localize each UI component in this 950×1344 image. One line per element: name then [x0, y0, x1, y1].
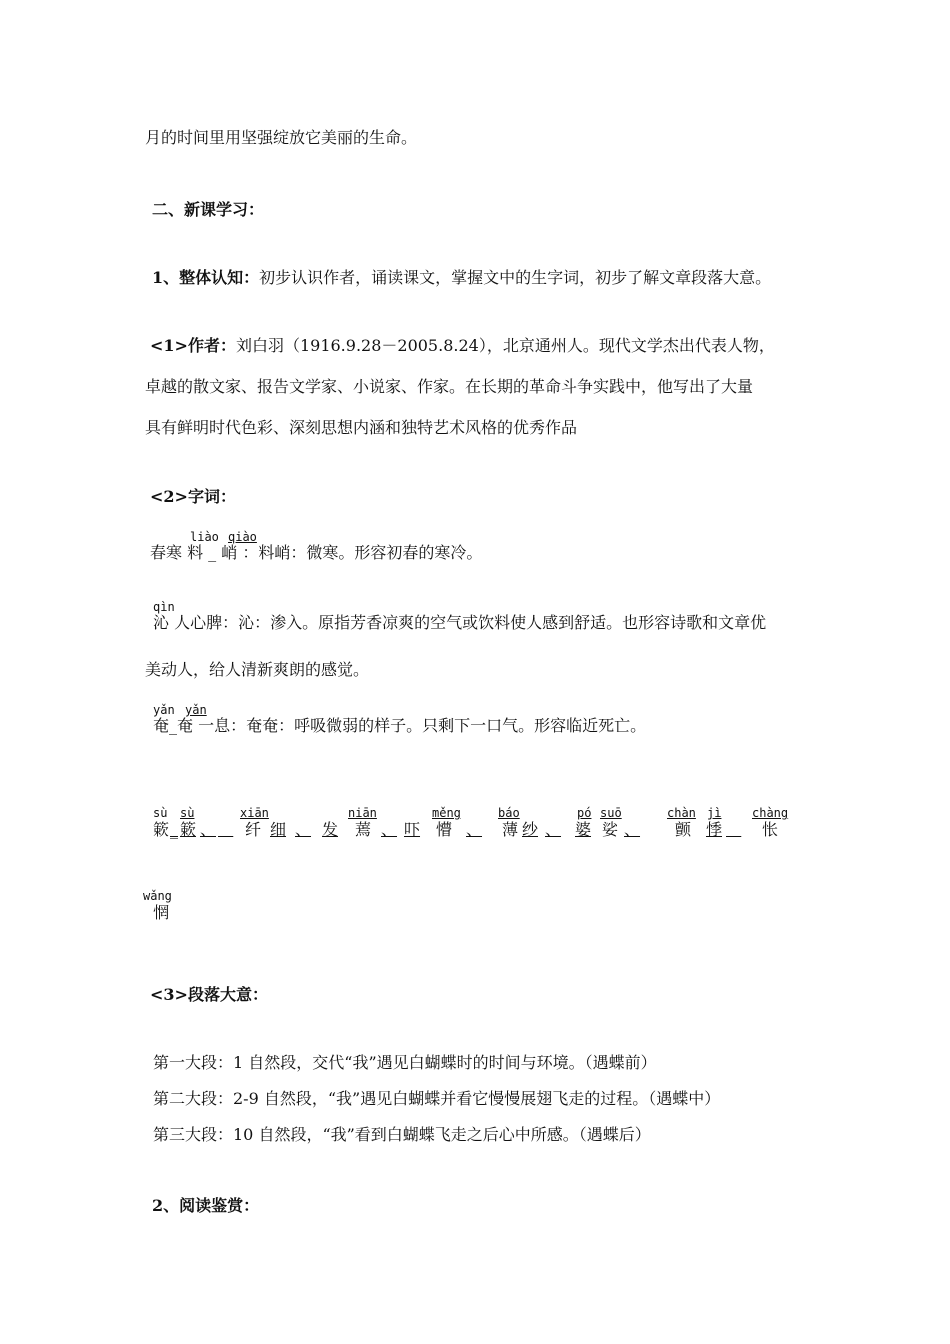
- word2-line-2: 美动人，给人清新爽朗的感觉。: [145, 660, 370, 679]
- vocab-blank: [218, 820, 233, 840]
- part1-overall-cognition: [152, 268, 771, 288]
- pinyin-xian: xiān: [240, 806, 269, 820]
- author-line-3: 具有鲜明时代色彩、深刻思想内涵和独特艺术风格的优秀作品: [145, 418, 578, 437]
- pinyin-su-2: sù: [180, 806, 195, 820]
- section-heading-new-lesson: 二、新课学习：: [152, 200, 265, 219]
- word3-term: 奄_奄 一息：: [153, 716, 247, 735]
- pinyin-liao: liào: [190, 530, 219, 544]
- vocab-char-chan: 颤: [675, 820, 692, 839]
- vocab-sep-5: 、: [545, 820, 562, 839]
- part2-heading: 2、阅读鉴赏：: [152, 1196, 260, 1215]
- pinyin-qiao: qiào: [228, 530, 257, 544]
- vocab-sep-4: 、: [466, 820, 483, 839]
- vocab-char-sha: 纱: [522, 820, 539, 839]
- pinyin-ji: jì: [707, 806, 722, 820]
- vocab-sep-6: 、: [624, 820, 641, 839]
- vocab-char-meng: 懵: [436, 820, 453, 839]
- word3-definition: 奄奄：呼吸微弱的样子。只剩下一口气。形容临近死亡。: [246, 716, 647, 735]
- vocab-sep-1: 、: [200, 820, 217, 839]
- pinyin-meng: měng: [432, 806, 461, 820]
- author-text-1: 刘白羽（1916.9.28－2005.8.24），北京通州人。现代文学杰出代表人物，: [235, 336, 775, 355]
- author-line-2: 卓越的散文家、报告文学家、小说家、作家。在长期的革命斗争实践中，他写出了大量: [145, 377, 754, 396]
- pinyin-chan: chàn: [667, 806, 696, 820]
- paragraph-summary-1: 第一大段：1 自然段，交代“我”遇见白蝴蝶时的时间与环境。（遇蝶前）: [153, 1053, 657, 1072]
- author-label: <1>作者：: [150, 336, 236, 355]
- vocab-char-suo: 娑: [602, 820, 619, 839]
- vocab-char-fa: 发: [322, 820, 339, 839]
- vocab-blank: [726, 820, 741, 840]
- vocab-char-su-2: 簌: [180, 820, 197, 839]
- vocab-char-chang: 怅: [762, 820, 779, 839]
- pinyin-bao: báo: [498, 806, 520, 820]
- author-line-1: [150, 336, 775, 356]
- pinyin-suo: suō: [600, 806, 622, 820]
- vocab-sep-3: 、: [381, 820, 398, 839]
- words-heading: <2>字词：: [150, 487, 236, 506]
- word1-line: [150, 543, 482, 563]
- word1-term: 春寒 料 _ 峭 ：: [150, 543, 259, 562]
- vocab-char-su-1: 簌: [153, 820, 170, 839]
- pinyin-yan-2: yǎn: [185, 703, 207, 717]
- vocab-char-bao: 薄: [502, 820, 519, 839]
- pinyin-nian: niān: [348, 806, 377, 820]
- word3-line: [153, 716, 646, 736]
- paragraph-summary-2: 第二大段：2-9 自然段，“我”遇见白蝴蝶并看它慢慢展翅飞走的过程。（遇蝶中）: [153, 1089, 721, 1108]
- vocab-char-xi: 细: [270, 820, 287, 839]
- part1-label: 1、整体认知：: [152, 268, 260, 287]
- vocab-char-po: 婆: [575, 820, 592, 839]
- pinyin-yan-1: yǎn: [153, 703, 175, 717]
- vocab-char-xian: 纤: [245, 820, 262, 839]
- vocab-char-wang: 惘: [153, 903, 170, 922]
- intro-tail-text: 月的时间里用坚强绽放它美丽的生命。: [145, 128, 418, 147]
- vocab-char-xia: 吓: [404, 820, 421, 839]
- word1-definition: 料峭：微寒。形容初春的寒冷。: [258, 543, 483, 562]
- paragraph-summary-3: 第三大段：10 自然段，“我”看到白蝴蝶飞走之后心中所感。（遇蝶后）: [153, 1125, 651, 1144]
- vocab-char-nian: 蔫: [355, 820, 372, 839]
- word2-line-1: 沁 人心脾：沁：渗入。原指芳香凉爽的空气或饮料使人感到舒适。也形容诗歌和文章优: [153, 613, 767, 632]
- pinyin-po: pó: [577, 806, 592, 820]
- pinyin-qin: qìn: [153, 600, 175, 614]
- pinyin-su-1: sù: [153, 806, 168, 820]
- part1-text: 初步认识作者，诵读课文，掌握文中的生字词，初步了解文章段落大意。: [259, 268, 772, 287]
- paragraphs-heading: <3>段落大意：: [150, 985, 268, 1004]
- vocab-sep-2: 、: [295, 820, 312, 839]
- vocab-blank: _: [170, 820, 178, 839]
- vocab-char-ji: 悸: [706, 820, 723, 839]
- pinyin-chang: chàng: [752, 806, 789, 820]
- pinyin-wang: wǎng: [143, 889, 172, 903]
